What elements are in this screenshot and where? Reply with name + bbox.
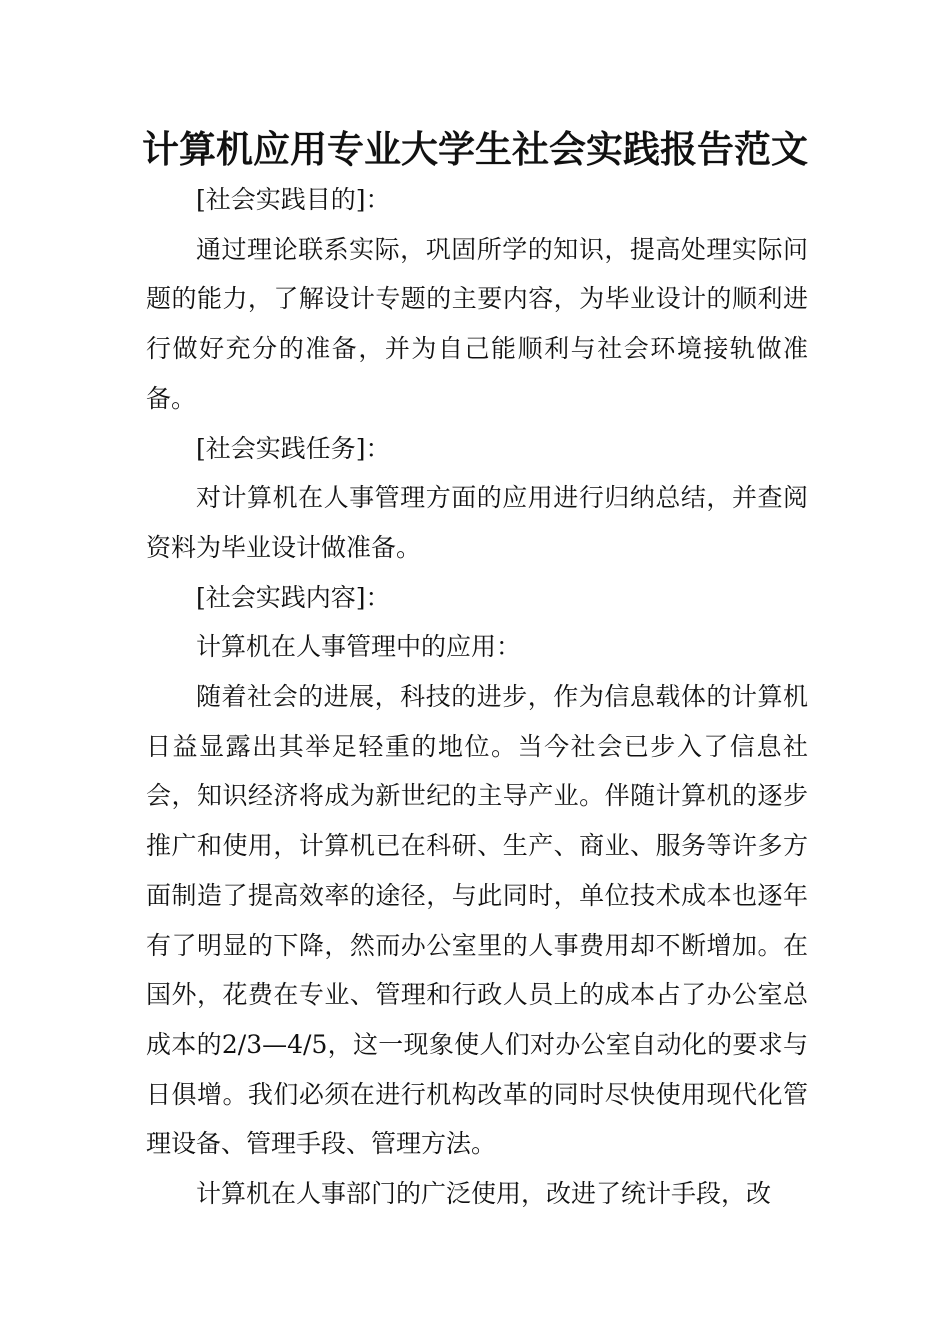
section-heading-task: [社会实践任务]：	[196, 433, 391, 463]
paragraph-background: 随着社会的进展，科技的进步，作为信息载体的计算机日益显露出其举足轻重的地位。当今社会已步入了信息社会，知识经济将成为新世纪的主导产业。伴随计算机的逐步推广和使用，计算机已在科研、生产、商业、服务等许多方面制造了提高效率的途径，与此同时，单位技术成本也逐年有了明显的下降，然而办公室里的人事费用却不断增加。在国外，花费在专业、管理和行政人员上的成本占了办公室总成本的2/3—4/5，这一现象使人们对办公室自动化的要求与日俱增。我们必须在进行机构改革的同时尽快使用现代化管理设备、管理手段、管理方法。	[146, 682, 808, 1159]
document-title: 计算机应用专业大学生社会实践报告范文	[142, 128, 808, 171]
document-body	[146, 175, 808, 1219]
paragraph-continued: 计算机在人事部门的广泛使用，改进了统计手段，改	[196, 1179, 772, 1209]
subheading-application: 计算机在人事管理中的应用：	[196, 632, 522, 662]
section-heading-content: [社会实践内容]：	[196, 582, 391, 612]
paragraph-purpose: 通过理论联系实际，巩固所学的知识，提高处理实际问题的能力，了解设计专题的主要内容，为毕业设计的顺利进行做好充分的准备，并为自己能顺利与社会环境接轨做准备。	[146, 234, 808, 413]
section-heading-purpose: [社会实践目的]：	[196, 185, 391, 214]
paragraph-task: 对计算机在人事管理方面的应用进行归纳总结，并查阅资料为毕业设计做准备。	[146, 483, 808, 562]
